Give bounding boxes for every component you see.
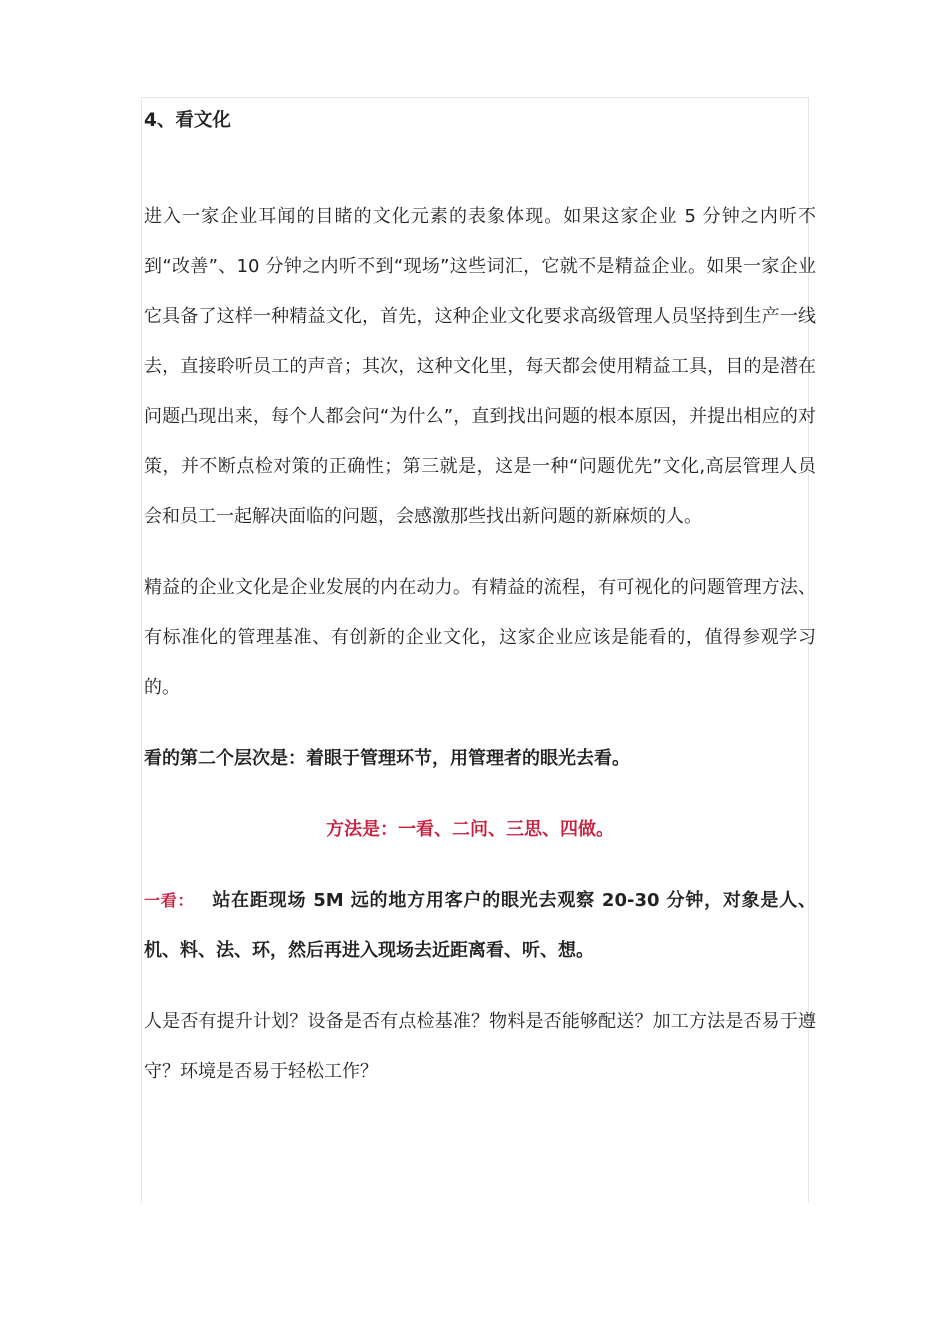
culture-intro-paragraph: 进入一家企业耳闻的目睹的文化元素的表象体现。如果这家企业 5 分钟之内听不到“改善”、10 分钟之内听不到“现场”这些词汇，它就不是精益企业。如果一家企业它具备了这样一种精益文化，首先，这种企业文化要求高级管理人员坚持到生产一线去，直接聆听员工的声音；其次，这种文化里，每天都会使用精益工具，目的是潜在问题凸现出来，每个人都会问“为什么”，直到找出问题的根本原因，并提出相应的对策，并不断点检对策的正确性；第三就是，这是一种“问题优先”文化,高层管理人员会和员工一起解决面临的问题，会感激那些找出新问题的新麻烦的人。 (144, 206, 816, 527)
look-text: 站在距现场 5M 远的地方用客户的眼光去观察 20-30 分钟，对象是人、机、料、法、环，然后再进入现场去近距离看、听、想。 (144, 890, 816, 961)
questions-paragraph: 人是否有提升计划？设备是否有点检基准？物料是否能够配送？加工方法是否易于遵守？环境是否易于轻松工作？ (144, 1011, 816, 1082)
look-paragraph (144, 876, 816, 976)
method-line: 方法是：一看、二问、三思、四做。 (326, 819, 614, 840)
second-level-paragraph: 看的第二个层次是：着眼于管理环节，用管理者的眼光去看。 (144, 748, 630, 769)
look-label: 一看： (144, 891, 195, 910)
document-body (144, 100, 816, 1097)
culture-summary-paragraph: 精益的企业文化是企业发展的内在动力。有精益的流程，有可视化的问题管理方法、有标准化的管理基准、有创新的企业文化，这家企业应该是能看的，值得参观学习的。 (144, 577, 816, 698)
section-heading: 4、看文化 (144, 110, 231, 131)
